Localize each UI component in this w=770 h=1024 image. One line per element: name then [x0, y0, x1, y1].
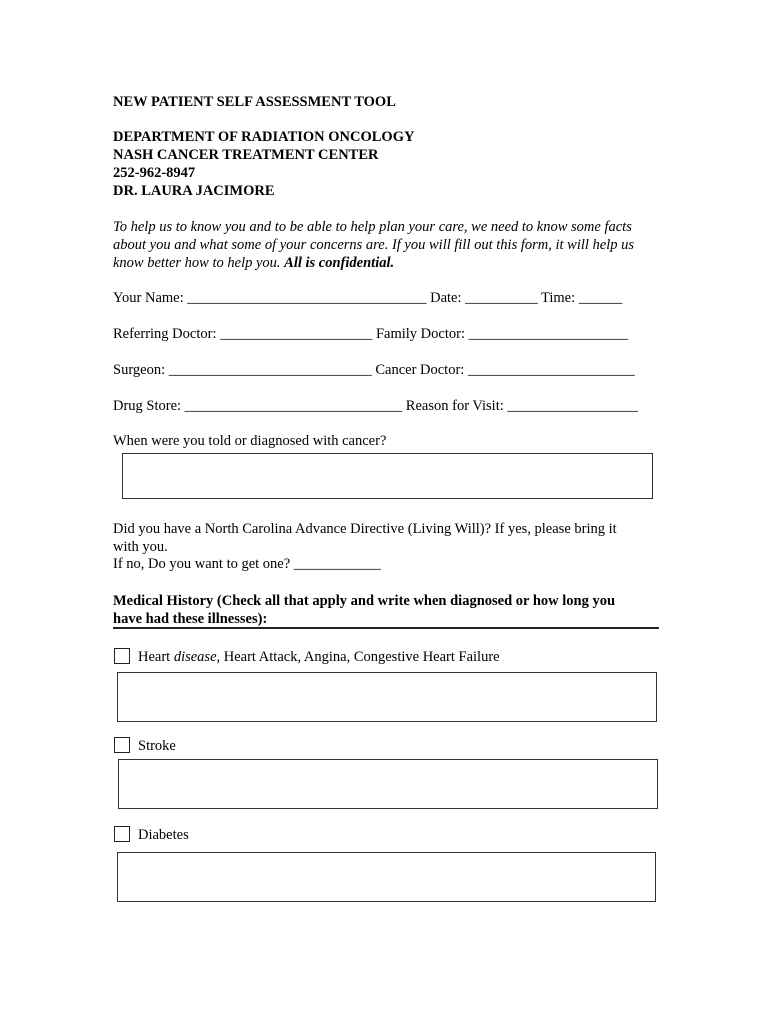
drugstore-reason-row[interactable]: Drug Store: ______________________________ Reason for Visit: __________________	[113, 398, 638, 414]
advance-directive-line-1: Did you have a North Carolina Advance Directive (Living Will)? If yes, please bring it	[113, 521, 617, 537]
confidential-note: All is confidential.	[284, 255, 395, 271]
advance-directive-line-2: with you.	[113, 539, 168, 555]
heart-label-end: Heart Attack, Angina, Congestive Heart Failure	[220, 649, 500, 665]
intro-line-1: To help us to know you and to be able to help plan your care, we need to know some facts	[113, 219, 632, 235]
doctors-row[interactable]: Referring Doctor: _____________________ Family Doctor: ______________________	[113, 326, 629, 342]
surgeon-row[interactable]: Surgeon: ____________________________ Cancer Doctor: _______________________	[113, 362, 635, 378]
doctor-name: DR. LAURA JACIMORE	[113, 183, 275, 199]
medical-history-heading-2: have had these illnesses):	[113, 611, 268, 627]
stroke-checkbox[interactable]	[114, 737, 130, 753]
center-name: NASH CANCER TREATMENT CENTER	[113, 147, 379, 163]
diabetes-checkbox[interactable]	[114, 826, 130, 842]
intro-line-3	[113, 255, 394, 272]
center-phone: 252-962-8947	[113, 165, 196, 181]
medical-history-heading-1: Medical History (Check all that apply and write when diagnosed or how long you	[113, 593, 616, 609]
diagnosis-question: When were you told or diagnosed with cancer?	[113, 433, 387, 449]
intro-line-2: about you and what some of your concerns are. If you will fill out this form, it will help us	[113, 237, 635, 253]
diabetes-answer-box[interactable]	[117, 852, 656, 902]
heart-disease-label	[138, 649, 500, 666]
stroke-label: Stroke	[138, 738, 176, 754]
diagnosis-answer-box[interactable]	[122, 453, 653, 499]
advance-directive-question[interactable]: If no, Do you want to get one? ____________	[113, 556, 381, 572]
heart-label-italic: disease,	[173, 649, 221, 665]
stroke-answer-box[interactable]	[118, 759, 658, 809]
name-date-time-row[interactable]: Your Name: _________________________________ Date: __________ Time: ______	[113, 290, 623, 306]
heart-disease-checkbox[interactable]	[114, 648, 130, 664]
diabetes-label: Diabetes	[138, 827, 189, 843]
department-name: DEPARTMENT OF RADIATION ONCOLOGY	[113, 129, 415, 145]
heart-disease-answer-box[interactable]	[117, 672, 657, 722]
section-divider	[113, 627, 659, 629]
intro-line-3-text: know better how to help you.	[113, 255, 285, 271]
heart-label-start: Heart	[138, 649, 174, 665]
form-title: NEW PATIENT SELF ASSESSMENT TOOL	[113, 94, 396, 110]
